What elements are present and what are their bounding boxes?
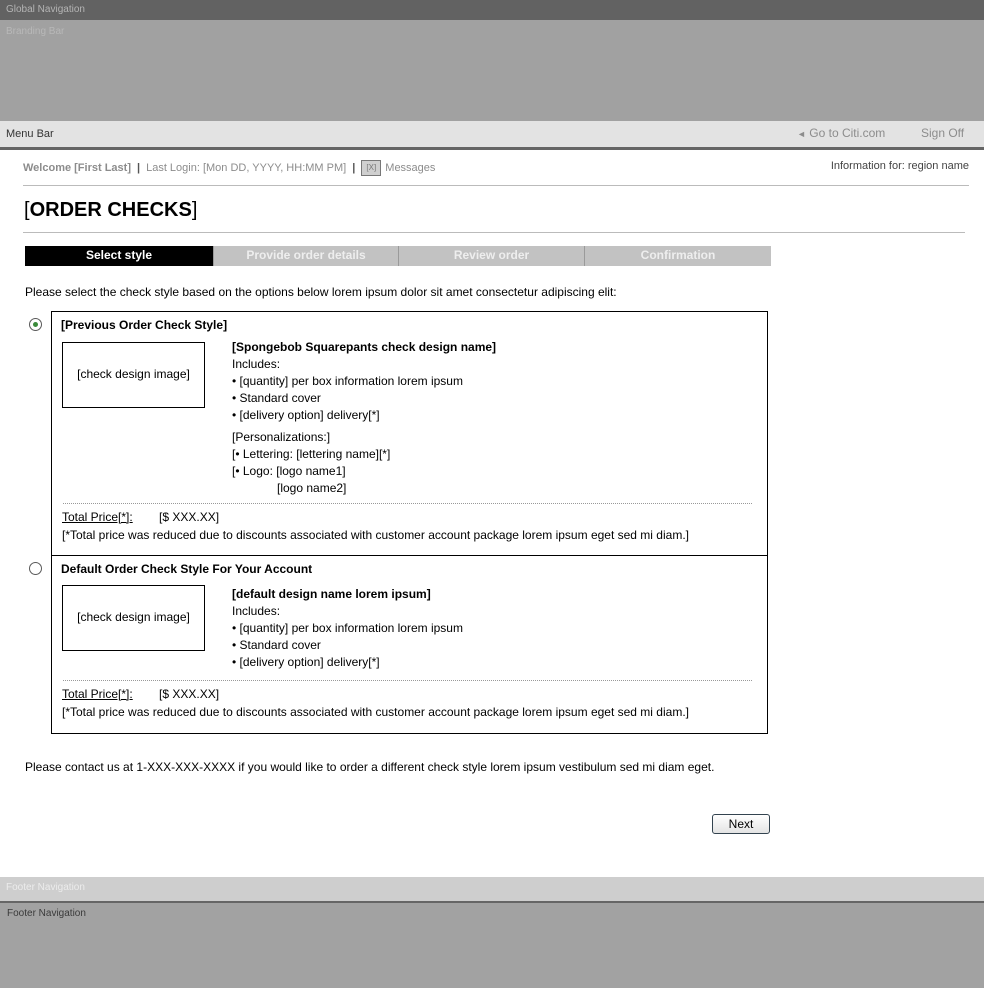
step-review-order: Review order bbox=[398, 246, 584, 266]
include-item: • [delivery option] delivery[*] bbox=[232, 408, 380, 422]
include-item: • [quantity] per box information lorem ipsum bbox=[232, 374, 463, 388]
design-details bbox=[232, 586, 463, 671]
option-title: Default Order Check Style For Your Account bbox=[61, 562, 313, 576]
discount-note: [*Total price was reduced due to discounts associated with customer account package lorem ipsum eget sed mi diam.] bbox=[62, 528, 689, 542]
design-name: [default design name lorem ipsum] bbox=[232, 587, 431, 601]
include-item: • [delivery option] delivery[*] bbox=[232, 655, 380, 669]
divider bbox=[23, 185, 969, 186]
progress-steps bbox=[25, 246, 771, 266]
contact-text: Please contact us at 1-XXX-XXX-XXXX if you would like to order a different check style lorem ipsum vestibulum sed mi diam eget. bbox=[25, 760, 715, 774]
step-confirmation: Confirmation bbox=[584, 246, 771, 266]
total-price-label[interactable]: Total Price[*]: bbox=[62, 510, 133, 524]
go-to-citi-label: Go to Citi.com bbox=[809, 126, 886, 140]
include-item: • Standard cover bbox=[232, 391, 321, 405]
step-provide-order-details: Provide order details bbox=[213, 246, 398, 266]
global-navigation-bar bbox=[0, 0, 984, 20]
menu-bar bbox=[0, 121, 984, 150]
include-item: • Standard cover bbox=[232, 638, 321, 652]
total-price-value: [$ XXX.XX] bbox=[159, 510, 220, 524]
go-to-citi-link[interactable] bbox=[797, 126, 885, 140]
includes-label: Includes: bbox=[232, 604, 281, 618]
total-price bbox=[62, 510, 220, 524]
logo-item: [• Logo: [logo name1] bbox=[232, 464, 346, 478]
check-design-image: [check design image] bbox=[62, 342, 205, 408]
previous-order-style-card bbox=[51, 311, 768, 556]
total-price-label[interactable]: Total Price[*]: bbox=[62, 687, 133, 701]
total-price bbox=[62, 687, 220, 701]
discount-note: [*Total price was reduced due to discounts associated with customer account package lorem ipsum eget sed mi diam.] bbox=[62, 705, 689, 719]
total-price-value: [$ XXX.XX] bbox=[159, 687, 220, 701]
logo-item-2: [logo name2] bbox=[277, 481, 347, 495]
footer-navigation-secondary bbox=[0, 903, 984, 988]
divider bbox=[23, 232, 965, 233]
footer-navigation-label: Footer Navigation bbox=[6, 882, 85, 893]
page-title: [ORDER CHECKS] bbox=[24, 199, 198, 221]
dotted-divider bbox=[63, 680, 752, 681]
next-button[interactable]: Next bbox=[712, 814, 770, 834]
dotted-divider bbox=[63, 503, 752, 504]
messages-icon[interactable]: [X] bbox=[361, 160, 381, 176]
branding-bar bbox=[0, 20, 984, 121]
messages-link[interactable]: Messages bbox=[385, 161, 436, 174]
default-order-style-card bbox=[51, 555, 768, 734]
left-arrow-icon: ◄ bbox=[797, 129, 806, 139]
branding-bar-label: Branding Bar bbox=[6, 26, 65, 37]
previous-style-radio[interactable] bbox=[29, 318, 42, 331]
check-design-image: [check design image] bbox=[62, 585, 205, 651]
welcome-text: Welcome [First Last] bbox=[23, 161, 131, 174]
sign-off-link[interactable]: Sign Off bbox=[921, 126, 965, 140]
step-select-style: Select style bbox=[25, 246, 213, 266]
footer-navigation-primary bbox=[0, 877, 984, 903]
includes-label: Includes: bbox=[232, 357, 281, 371]
last-login-text: Last Login: [Mon DD, YYYY, HH:MM PM] bbox=[146, 161, 347, 174]
default-style-radio[interactable] bbox=[29, 562, 42, 575]
design-details bbox=[232, 339, 496, 497]
menu-bar-label: Menu Bar bbox=[6, 128, 54, 140]
welcome-row bbox=[23, 160, 969, 176]
lettering-item: [• Lettering: [lettering name][*] bbox=[232, 447, 391, 461]
instructions-text: Please select the check style based on the options below lorem ipsum dolor sit amet consectetur adipiscing elit: bbox=[25, 285, 617, 299]
include-item: • [quantity] per box information lorem ipsum bbox=[232, 621, 463, 635]
separator: | bbox=[352, 161, 356, 174]
global-navigation-label: Global Navigation bbox=[6, 4, 85, 15]
personalizations-label: [Personalizations:] bbox=[232, 430, 331, 444]
design-name: [Spongebob Squarepants check design name] bbox=[232, 340, 497, 354]
option-title: [Previous Order Check Style] bbox=[61, 318, 228, 332]
footer-navigation-label: Footer Navigation bbox=[7, 908, 86, 919]
information-for-region: Information for: region name bbox=[830, 160, 969, 172]
separator: | bbox=[137, 161, 141, 174]
